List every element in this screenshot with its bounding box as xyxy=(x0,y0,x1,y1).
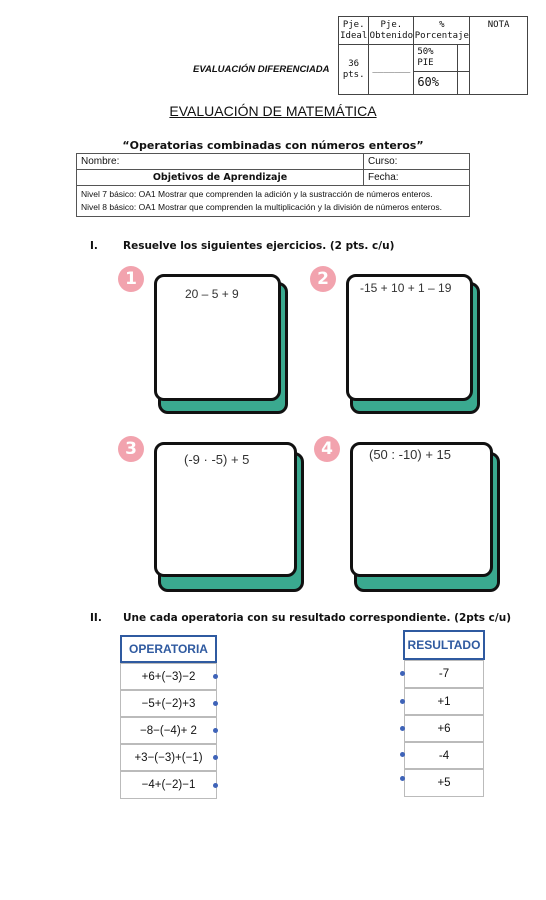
result-cell: -4 xyxy=(404,742,484,769)
result-cell: -7 xyxy=(404,660,484,688)
page-subtitle: “Operatorias combinadas con números enteros” xyxy=(122,139,424,152)
grade-table xyxy=(338,16,528,95)
exercise-1 xyxy=(118,262,288,422)
obtained-score-header: Pje. Obtenido xyxy=(369,17,414,45)
nota-header: NOTA xyxy=(487,20,510,30)
page-title: EVALUACIÓN DE MATEMÁTICA xyxy=(169,103,377,119)
exercise-2 xyxy=(310,262,480,422)
operation-connector-dot[interactable] xyxy=(213,701,218,706)
objectives-heading: Objetivos de Aprendizaje xyxy=(77,170,364,186)
section-2-heading xyxy=(90,612,530,626)
obtained-score-field[interactable]: _______ xyxy=(369,45,414,95)
operation-cell: +3−(−3)+(−1) xyxy=(120,744,217,771)
exercise-4 xyxy=(314,432,484,592)
objective-nivel-8: Nivel 8 básico: OA1 Mostrar que comprenden la multiplicación y la división de números enteros. xyxy=(81,202,442,212)
percent-50-pie: 50% PIE xyxy=(414,45,458,71)
result-connector-dot[interactable] xyxy=(400,699,405,704)
section-1-heading xyxy=(90,240,510,254)
result-connector-dot[interactable] xyxy=(400,671,405,676)
percent-60-box[interactable] xyxy=(458,71,470,94)
ideal-score-value: 36 pts. xyxy=(339,45,369,95)
info-table xyxy=(76,153,470,217)
section-2-number: II. xyxy=(90,612,102,624)
operation-connector-dot[interactable] xyxy=(213,783,218,788)
objectives-list xyxy=(77,186,470,217)
resultado-header: RESULTADO xyxy=(403,630,485,660)
operation-cell: −5+(−2)+3 xyxy=(120,690,217,717)
exercise-badge: 3 xyxy=(118,436,144,462)
fecha-field[interactable] xyxy=(364,170,470,186)
exercise-badge: 2 xyxy=(310,266,336,292)
exercise-badge: 4 xyxy=(314,436,340,462)
ideal-score-header: Pje. Ideal xyxy=(339,17,369,45)
result-connector-dot[interactable] xyxy=(400,726,405,731)
operation-connector-dot[interactable] xyxy=(213,755,218,760)
percent-header: % Porcentaje xyxy=(414,17,470,45)
operation-connector-dot[interactable] xyxy=(213,728,218,733)
operation-connector-dot[interactable] xyxy=(213,674,218,679)
exercise-badge: 1 xyxy=(118,266,144,292)
grade-nota-cell[interactable] xyxy=(470,17,528,95)
exercise-2-expression: -15 + 10 + 1 – 19 xyxy=(360,281,452,295)
section-1-number: I. xyxy=(90,240,98,252)
result-connector-dot[interactable] xyxy=(400,776,405,781)
exercise-4-expression: (50 : -10) + 15 xyxy=(369,447,452,462)
evaluation-type: EVALUACIÓN DIFERENCIADA xyxy=(193,64,330,75)
result-connector-dot[interactable] xyxy=(400,752,405,757)
percent-60: 60% xyxy=(414,71,458,94)
result-cell: +6 xyxy=(404,715,484,742)
result-cell: +1 xyxy=(404,688,484,715)
percent-50-box[interactable] xyxy=(458,45,470,71)
exercise-1-expression: 20 – 5 + 9 xyxy=(185,287,239,301)
nombre-field[interactable] xyxy=(77,154,364,170)
fecha-label: Fecha: xyxy=(368,172,399,183)
operatoria-header: OPERATORIA xyxy=(120,635,217,663)
operation-cell: −4+(−2)−1 xyxy=(120,771,217,799)
operation-cell: +6+(−3)−2 xyxy=(120,663,217,690)
exercise-3-expression: (-9 · -5) + 5 xyxy=(184,452,250,467)
section-2-instruction: Une cada operatoria con su resultado correspondiente. (2pts c/u) xyxy=(123,612,512,624)
exercise-3 xyxy=(118,432,288,592)
objective-nivel-7: Nivel 7 básico: OA1 Mostrar que comprenden la adición y la sustracción de números enteros. xyxy=(81,189,433,199)
curso-field[interactable] xyxy=(364,154,470,170)
section-1-instruction: Resuelve los siguientes ejercicios. (2 pts. c/u) xyxy=(123,240,395,252)
curso-label: Curso: xyxy=(368,156,398,167)
operation-cell: −8−(−4)+ 2 xyxy=(120,717,217,744)
result-cell: +5 xyxy=(404,769,484,797)
nombre-label: Nombre: xyxy=(81,156,120,167)
exercise-4-answer-box[interactable] xyxy=(350,442,493,577)
